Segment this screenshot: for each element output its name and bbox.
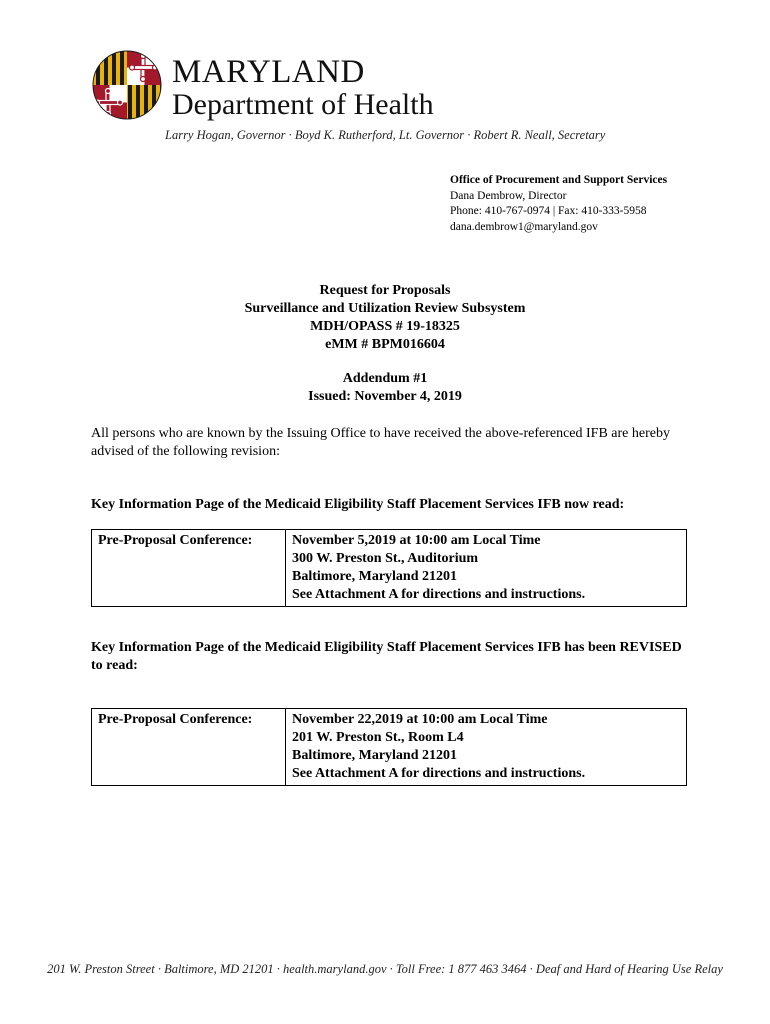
conference-details (286, 709, 687, 786)
officials-line: Larry Hogan, Governor · Boyd K. Rutherford, Lt. Governor · Robert R. Neall, Secretary (165, 128, 606, 142)
revised-info-table (91, 708, 687, 786)
addendum-issued-date: Issued: November 4, 2019 (308, 389, 462, 404)
agency-name-state: MARYLAND (172, 54, 365, 90)
conference-details (286, 530, 687, 607)
conference-location: 300 W. Preston St., Auditorium (292, 551, 479, 566)
footer-address: 201 W. Preston Street · Baltimore, MD 21201 · health.maryland.gov · Toll Free: 1 877 463 3464 · Deaf and Hard of Hearing Use Relay (47, 962, 723, 976)
original-info-table (91, 529, 687, 607)
conference-note: See Attachment A for directions and instructions. (292, 587, 586, 602)
conference-date: November 5,2019 at 10:00 am Local Time (292, 533, 541, 548)
email-address: dana.dembrow1@maryland.gov (450, 220, 598, 233)
document-title (0, 282, 770, 354)
title-line-1: Request for Proposals (319, 283, 451, 298)
conference-label: Pre-Proposal Conference: (92, 530, 286, 607)
table-row (92, 709, 687, 786)
title-line-2: Surveillance and Utilization Review Subsystem (244, 301, 526, 316)
conference-city: Baltimore, Maryland 21201 (292, 748, 458, 763)
contact-block (450, 173, 667, 235)
agency-name-department: Department of Health (172, 88, 434, 121)
table-row (92, 530, 687, 607)
title-line-4: eMM # BPM016604 (325, 337, 445, 352)
conference-location: 201 W. Preston St., Room L4 (292, 730, 464, 745)
original-section-heading: Key Information Page of the Medicaid Eligibility Staff Placement Services IFB now read: (91, 497, 625, 512)
title-line-3: MDH/OPASS # 19-18325 (310, 319, 460, 334)
director-name: Dana Dembrow, Director (450, 189, 567, 202)
phone-fax: Phone: 410-767-0974 | Fax: 410-333-5958 (450, 205, 647, 217)
intro-paragraph: All persons who are known by the Issuing Office to have received the above-referenced IFB are hereby advised of the following revision: (91, 426, 670, 459)
addendum-info (0, 370, 770, 406)
conference-date: November 22,2019 at 10:00 am Local Time (292, 712, 548, 727)
office-name: Office of Procurement and Support Services (450, 174, 668, 186)
addendum-number: Addendum #1 (342, 371, 428, 386)
conference-city: Baltimore, Maryland 21201 (292, 569, 458, 584)
conference-note: See Attachment A for directions and instructions. (292, 766, 586, 781)
conference-label: Pre-Proposal Conference: (92, 709, 286, 786)
maryland-flag-circle-icon (92, 50, 162, 120)
agency-name (172, 56, 434, 122)
revised-section-heading: Key Information Page of the Medicaid Eligibility Staff Placement Services IFB has been REVISED to read: (91, 640, 682, 673)
